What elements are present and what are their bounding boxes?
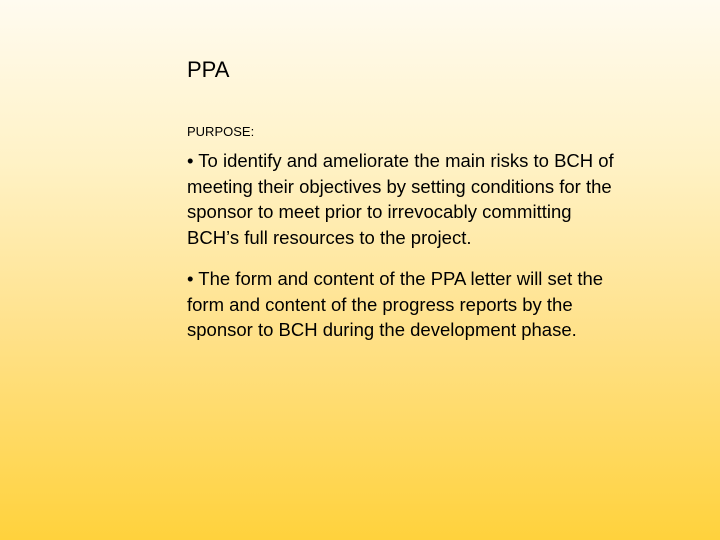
slide-title: PPA [187,57,230,82]
bullet-paragraph-2: • The form and content of the PPA letter will set the form and content of the progress reports by the sponsor to BCH during the development phase. [187,268,604,340]
slide-content [187,56,627,359]
bullet-paragraph-1: • To identify and ameliorate the main risks to BCH of meeting their objectives by setting conditions for the sponsor to meet prior to irrevocably committing BCH’s full resources to the project. [187,150,614,248]
purpose-heading: PURPOSE: [187,124,255,139]
